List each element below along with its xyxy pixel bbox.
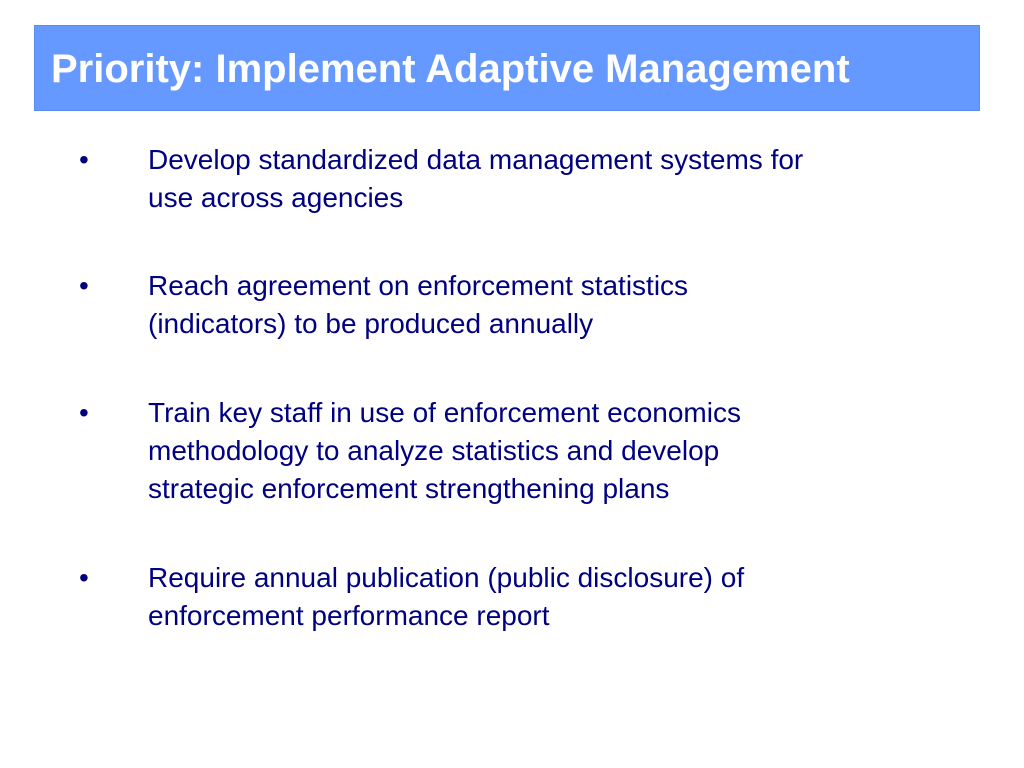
bullet-line: Train key staff in use of enforcement economics bbox=[148, 397, 741, 428]
bullet-line: methodology to analyze statistics and develop bbox=[148, 435, 720, 466]
bullet-text bbox=[148, 267, 978, 343]
bullet-line: use across agencies bbox=[148, 182, 404, 213]
slide-title: Priority: Implement Adaptive Management bbox=[51, 46, 850, 91]
bullet-text bbox=[148, 559, 978, 635]
bullet-line: Require annual publication (public disclosure) of bbox=[148, 562, 745, 593]
bullet-line: enforcement performance report bbox=[148, 600, 550, 631]
bullet-text bbox=[148, 394, 978, 508]
bullet-text bbox=[148, 141, 978, 217]
bullet-dot: • bbox=[79, 144, 89, 175]
bullet-line: Reach agreement on enforcement statistics bbox=[148, 270, 689, 301]
bullet-line: strategic enforcement strengthening plans bbox=[148, 473, 670, 504]
bullet-dot: • bbox=[79, 562, 89, 593]
bullet-dot: • bbox=[79, 270, 89, 301]
bullet-dot: • bbox=[79, 397, 89, 428]
bullet-line: Develop standardized data management systems for bbox=[148, 144, 804, 175]
bullet-line: (indicators) to be produced annually bbox=[148, 308, 594, 339]
